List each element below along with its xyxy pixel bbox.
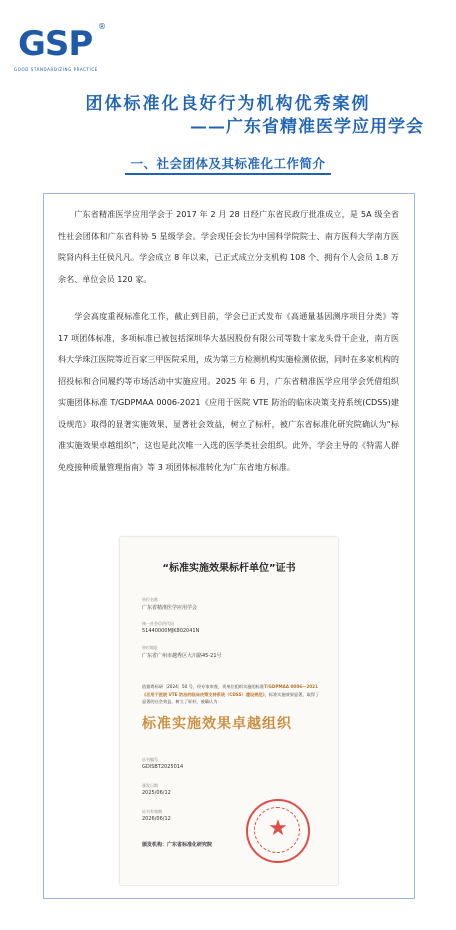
issuer: 颁发机构：广东省标准化研究院 — [142, 842, 213, 848]
issue-date: 2025/06/12 — [142, 790, 171, 796]
statement-part-2: ，标准实施效果显著，取得了显著的社会效益，树立了标杆，被确认为： — [142, 691, 320, 704]
certificate-title: “标准实施效果标杆单位”证书 — [162, 563, 296, 574]
statement-part-1: 依据粤标研〔2024〕50 号，经专家审查，贵单位组织实施的标准 — [142, 684, 265, 689]
body-paragraph-2: 学会高度重视标准化工作，截止到目前，学会已正式发布《高通量基因测序项目分类》等 17 项团体标准，多项标准已被包括深圳华大基因股份有限公司等数十家龙头骨干企业，南方医科大学珠江医院等近百家三甲医院采用，成为第三方检测机构实施检测依据，同时在多家机构的招投标和合同履约等市场活动中实施应用。2025 年 6 月，广东省精准医学应用学会凭借组织实施团体标准 T/GDPMAA 0006-2021《应用于医院 VTE 防治的临床决策支持系统(CDSS)建设规范》取得的显著实施效果、显著社会效益，树立了标杆，被广东省标准化研究院确认为“标准实施效果卓越组织”，这也是此次唯一入选的医学类社会组织。此外，学会主导的《特需人群免疫接种质量管理指南》等 3 项团体标准转化为广东省地方标准。 — [58, 311, 399, 472]
logo-letters: GSP — [18, 24, 93, 64]
page-title-line2: ——广东省精准医学应用学会 — [190, 117, 424, 137]
statement-standard: T/GDPMAA 0006—2021《应用于医院 VTE 防治的临床决策支持系统（CDSS）建设规范》 — [142, 684, 318, 697]
certificate-image — [120, 537, 338, 885]
address-label: 单位地址 — [142, 645, 158, 650]
cert-no: GDISBT2025014 — [142, 764, 184, 770]
cert-no-label: 证书编号 — [142, 757, 158, 762]
award-name: 标准实施效果卓越组织 — [142, 716, 292, 732]
logo-tagline: GOOD STANDARDIZING PRACTICE — [14, 67, 98, 72]
valid-until: 2026/06/12 — [142, 816, 171, 822]
unit-name: 广东省精准医学应用学会 — [142, 605, 198, 611]
official-seal — [246, 799, 310, 863]
body-paragraph-1: 广东省精准医学应用学会于 2017 年 2 月 28 日经广东省民政厅批准成立，是 5A 级全省性社会团体和广东省科协 5 星级学会。学会现任会长为中国科学院院士、南方医科大学南方医院肾内科主任侯凡凡。学会成立 8 年以来，已正式成立分支机构 108 个、拥有个人会员 1.8 万余名、单位会员 120 家。 — [58, 209, 399, 284]
certificate-statement — [142, 683, 322, 706]
unit-name-label: 单位名称 — [142, 597, 158, 602]
credit-code: 51440000MJK802041N — [142, 628, 200, 634]
valid-until-label: 证书有效期 — [142, 809, 162, 814]
section-underline — [125, 173, 331, 175]
registered-mark: ® — [98, 22, 106, 31]
section-heading: 一、社会团体及其标准化工作简介 — [130, 156, 326, 171]
credit-code-label: 统一社会信用代码 — [142, 621, 174, 626]
gsp-logo — [10, 20, 110, 80]
page-title-line1: 团体标准化良好行为机构优秀案例 — [85, 94, 371, 114]
unit-address: 广东省广州市越秀区大川路45-21号 — [142, 653, 222, 659]
issue-date-label: 颁发日期 — [142, 783, 158, 788]
content-card — [43, 193, 415, 899]
seal-star-icon: ★ — [268, 816, 288, 841]
